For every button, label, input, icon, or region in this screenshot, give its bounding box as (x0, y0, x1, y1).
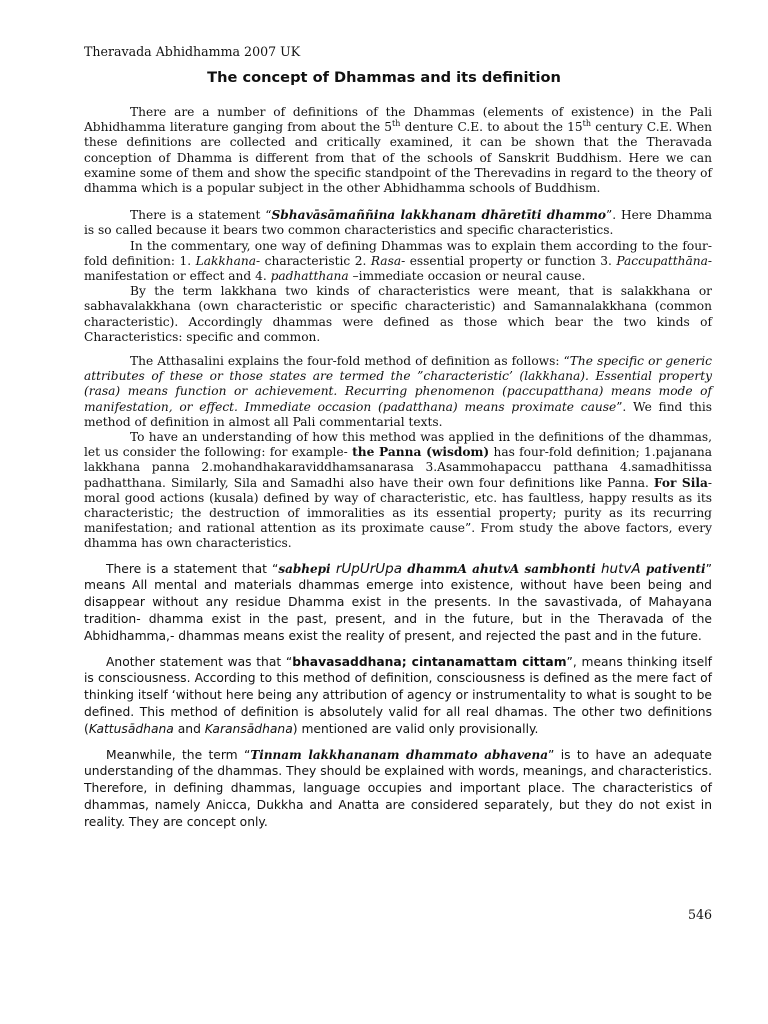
p6-panna: the Panna (wisdom) (352, 445, 490, 460)
p7-pali-2: rUpUrUpa (335, 560, 403, 577)
paragraph-5 (84, 354, 712, 430)
p6-text-a: To have an understanding of how this method was applied in the definitions of the dhammas, let us consider the following: for example- (84, 430, 712, 460)
p7-text-a: There is a statement that “ (106, 561, 279, 576)
paragraph-4: By the term lakkhana two kinds of characteristics were meant, that is salakkhana or sabhavalakkhana (own characteristic or specific characteristic) and Samannalakkhana (common characteristic). Accordingly dhammas were defined as those which bear the two kinds of Characteristics: specific and common. (84, 284, 712, 344)
p5-text-c: ”. We find this method of definition in almost all Pali commentarial texts. (84, 399, 713, 429)
p9-text-c: ” is to have an adequate understanding of the dhammas. They should be explained with words, meanings, and characteristics. Therefore, in defining dhammas, language occupies and important place. The characteristics of dhammas, namely Anicca, Dukkha and Anatta are considered separately, but they do not exist in reality. They are concept only. (84, 747, 713, 829)
p9-term: Tinnam lakkhananam dhammato abhavena (250, 747, 549, 762)
p8-term-kattusadhana: Kattusādhana (88, 721, 174, 736)
p3-term-lakkhana: Lakkhana (195, 253, 257, 268)
p7-pali-6: pativenti (640, 561, 706, 576)
p3-text-g: - manifestation or effect and 4. (84, 253, 712, 284)
paragraph-8 (84, 654, 712, 738)
paragraph-3 (84, 239, 712, 285)
p7-text-c: ” means All mental and materials dhammas emerge into existence, without have been being and disappear without any residue Dhamma exist in the presents. In the savastivada, of Mahayana tradition- dhamma exist in the past, present, and in the future, but in the Theravada of the Abhidhamma,- dhammas means exist the reality of present, and rejected the past and in the future. (84, 561, 712, 643)
paragraph-2 (84, 208, 712, 238)
p6-text-c: has four-fold definition; 1.pajanana lakkhana panna 2.mohandhakaraviddhamsanarasa 3.Asammohapaccu patthana 4.samadhitissa padhatthana. Similarly, Sila and Samadhi also have their own four definitions like Panna. (84, 445, 712, 490)
p8-term-karansadhana: Karansādhana (204, 721, 293, 736)
p1-text-b: denture C.E. to about the 15 (400, 120, 583, 135)
p8-term: bhavasaddhana; cintanamattam cittam (292, 654, 567, 669)
p5-quote: The specific or generic attributes of these or those states are termed the ”characteristic’ (lakkhana). Essential property (rasa) means function or achievement. Recurring phenomenon (paccupatthana) means mode of manifestation, or effect. Immediate occasion (padatthana) means proximate cause (84, 354, 712, 414)
p8-text-e: and (173, 721, 205, 736)
p8-text-g: ) mentioned are valid only provisionally. (292, 721, 539, 736)
p3-text-e: - essential property or function 3. (401, 253, 617, 268)
p3-term-paccupatthana: Paccupatthāna (616, 253, 708, 268)
running-header: Theravada Abhidhamma 2007 UK (84, 44, 301, 59)
p7-pali-1: sabhepi (278, 561, 336, 576)
p3-text-i: –immediate occasion or neural cause. (348, 269, 586, 284)
p3-term-rasa: Rasa (370, 253, 402, 268)
paragraph-6 (84, 430, 712, 552)
p1-sup-1: th (392, 119, 401, 129)
p3-text-a: In the commentary, one way of defining Dhammas was to explain them according to the four-fold definition: 1. (84, 238, 712, 268)
p5-text-a: The Atthasalini explains the four-fold method of definition as follows: “ (130, 354, 570, 369)
p7-pali-4: sambhonti (519, 561, 601, 576)
body-text (84, 105, 712, 831)
p3-text-c: - characteristic 2. (256, 253, 371, 268)
page-title: The concept of Dhammas and its definition (207, 69, 561, 86)
p2-text-a: There is a statement “ (130, 208, 272, 223)
paragraph-9 (84, 747, 712, 831)
p2-text-c: ”. Here Dhamma is so called because it bears two common characteristics and specific characteristics. (84, 208, 713, 238)
p2-pali-term: Sbhavāsāmaññina lakkhanam dhāretīti dhammo (271, 208, 606, 223)
p7-pali-5: hutvA (600, 560, 641, 577)
p3-term-padhatthana: padhatthana (270, 269, 349, 284)
p6-sila: For Sila (653, 475, 708, 490)
paragraph-7 (84, 561, 712, 645)
paragraph-1 (84, 105, 712, 196)
p8-text-c: ”, means thinking itself is consciousness. According to this method of definition, consciousness is defined as the mere fact of thinking itself ‘without here being any attribution of agency or instrumentality to what is sought to be defined. This method of definition is absolutely valid for all real dhamas. The other two definitions ( (84, 654, 712, 736)
p8-text-a: Another statement was that “ (106, 654, 293, 669)
p6-text-e: - moral good actions (kusala) defined by way of characteristic, etc. has faultless, happy results as its characteristic; the destruction of immoralities as its essential property; purity as its recurring manifestation; and rational attention as its proximate cause”. From study the above factors, every dhamma has own characteristics. (84, 475, 712, 551)
p9-text-a: Meanwhile, the term “ (106, 747, 251, 762)
p1-text-c: century C.E. When these definitions are collected and critically examined, it can be shown that the Theravada conception of Dhamma is different from that of the schools of Sanskrit Buddhism. Here we can examine some of them and show the specific standpoint of the Therevadins in regard to the theory of dhamma which is a popular subject in the other Abhidhamma schools of Buddhism. (84, 120, 712, 196)
p1-sup-2: th (582, 119, 592, 129)
p7-pali-3: dhammA ahutvA (402, 561, 520, 576)
p1-text-a: There are a number of definitions of the Dhammas (elements of existence) in the Pali Abhidhamma literature ganging from about the 5 (84, 105, 712, 135)
page-number: 546 (687, 907, 712, 922)
